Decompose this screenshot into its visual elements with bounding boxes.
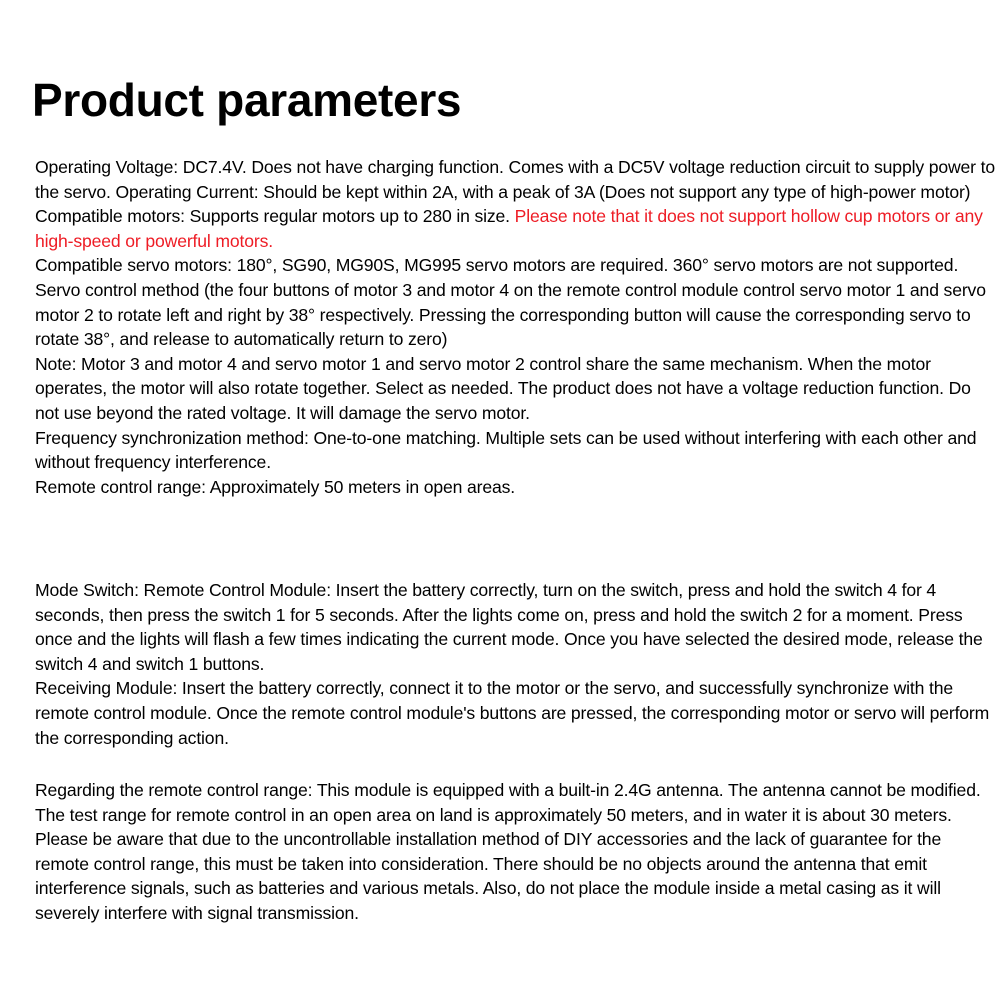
mode-section: [35, 578, 995, 750]
range-detail-paragraph: Regarding the remote control range: This module is equipped with a built-in 2.4G antenna. The antenna cannot be modified. The test range for remote control in an open area on land is approximately 50 meters, and in water it is about 30 meters. Please be aware that due to the uncontrollable installation method of DIY accessories and the lack of guarantee for the remote control range, this must be taken into consideration. There should be no objects around the antenna that emit interference signals, such as batteries and various metals. Also, do not place the module inside a metal casing as it will severely interfere with signal transmission.: [35, 780, 981, 923]
compatible-motors-paragraph: [35, 204, 995, 253]
note-paragraph: Note: Motor 3 and motor 4 and servo motor 1 and servo motor 2 control share the same mechanism. When the motor operates, the motor will also rotate together. Select as needed. The product does not have a voltage reduction function. Do not use beyond the rated voltage. It will damage the servo motor.: [35, 353, 971, 423]
compatible-motors-text: Compatible motors: Supports regular motors up to 280 in size.: [35, 206, 515, 227]
hollow-cup-warning-text: Please note that it does not support hollow cup motors or any high-speed or powerful motors.: [35, 206, 983, 251]
specs-section: [35, 155, 995, 499]
operating-voltage-paragraph: Operating Voltage: DC7.4V. Does not have charging function. Comes with a DC5V voltage reduction circuit to supply power to the servo. Operating Current: Should be kept within 2A, with a peak of 3A (Does not support any type of high-power motor): [35, 157, 995, 202]
frequency-sync-paragraph: Frequency synchronization method: One-to-one matching. Multiple sets can be used without interfering with each other and without frequency interference.: [35, 427, 977, 473]
receiving-module-paragraph: Receiving Module: Insert the battery correctly, connect it to the motor or the servo, and successfully synchronize with the remote control module. Once the remote control module's buttons are pressed, the corresponding motor or servo will perform the corresponding action.: [35, 678, 990, 748]
compatible-servo-paragraph: Compatible servo motors: 180°, SG90, MG90S, MG995 servo motors are required. 360° servo motors are not supported. Servo control method (the four buttons of motor 3 and motor 4 on the remote control module control servo motor 1 and servo motor 2 to rotate left and right by 38° respectively. Pressing the corresponding button will cause the corresponding servo to rotate 38°, and release to automatically return to zero): [35, 255, 986, 350]
page-title: Product parameters: [32, 74, 462, 126]
remote-range-paragraph: Remote control range: Approximately 50 meters in open areas.: [35, 476, 515, 497]
mode-switch-paragraph: Mode Switch: Remote Control Module: Insert the battery correctly, turn on the switch, press and hold the switch 4 for 4 seconds, then press the switch 1 for 5 seconds. After the lights come on, press and hold the switch 2 for a moment. Press once and the lights will flash a few times indicating the current mode. Once you have selected the desired mode, release the switch 4 and switch 1 buttons.: [35, 580, 983, 674]
range-section: [35, 778, 995, 926]
